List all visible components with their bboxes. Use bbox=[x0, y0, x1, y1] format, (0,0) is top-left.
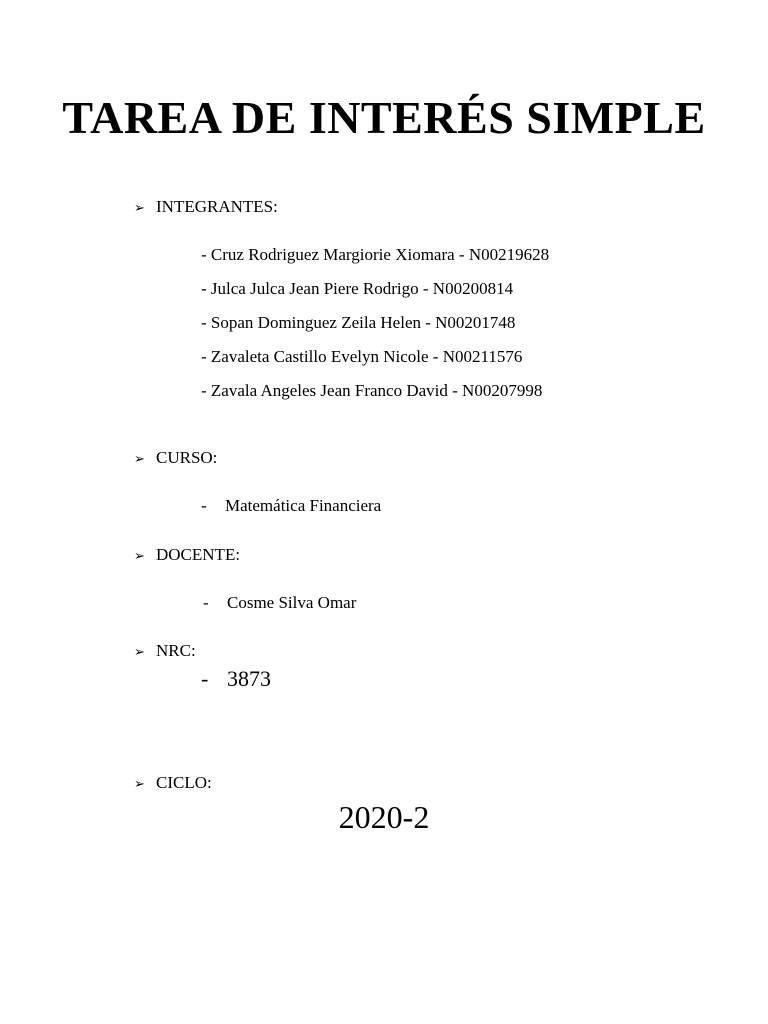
ciclo-heading bbox=[134, 773, 212, 795]
member-item: - Zavaleta Castillo Evelyn Nicole - N00211576 bbox=[201, 347, 523, 366]
nrc-value-item bbox=[201, 666, 271, 692]
list-dash: - bbox=[201, 666, 209, 691]
docente-value-item bbox=[201, 593, 356, 613]
curso-label: CURSO: bbox=[156, 448, 218, 467]
integrantes-label: INTEGRANTES: bbox=[156, 197, 278, 216]
member-item: - Zavala Angeles Jean Franco David - N00207998 bbox=[201, 381, 543, 400]
nrc-label: NRC: bbox=[156, 641, 196, 660]
arrowhead-bullet-icon: ➢ bbox=[134, 777, 145, 792]
member-item: - Sopan Dominguez Zeila Helen - N00201748 bbox=[201, 313, 516, 332]
curso-heading bbox=[134, 448, 217, 470]
integrantes-heading bbox=[134, 197, 278, 219]
ciclo-label: CICLO: bbox=[156, 773, 212, 792]
member-item: - Cruz Rodriguez Margiorie Xiomara - N00219628 bbox=[201, 245, 550, 264]
curso-value-item bbox=[201, 496, 381, 516]
list-dash: - bbox=[201, 496, 207, 515]
member-item: - Julca Julca Jean Piere Rodrigo - N00200814 bbox=[201, 279, 514, 298]
page-title: TAREA DE INTERÉS SIMPLE bbox=[62, 92, 706, 143]
title-block bbox=[0, 86, 768, 188]
arrowhead-bullet-icon: ➢ bbox=[134, 452, 145, 467]
curso-value: Matemática Financiera bbox=[225, 496, 382, 515]
arrowhead-bullet-icon: ➢ bbox=[134, 201, 145, 216]
docente-label: DOCENTE: bbox=[156, 545, 241, 564]
docente-heading bbox=[134, 545, 240, 567]
arrowhead-bullet-icon: ➢ bbox=[134, 549, 145, 564]
arrowhead-bullet-icon: ➢ bbox=[134, 645, 145, 660]
nrc-heading bbox=[134, 641, 196, 663]
nrc-value: 3873 bbox=[227, 666, 271, 691]
docente-value: Cosme Silva Omar bbox=[227, 593, 357, 612]
ciclo-value: 2020-2 bbox=[338, 799, 430, 835]
list-dash: - bbox=[203, 593, 209, 612]
